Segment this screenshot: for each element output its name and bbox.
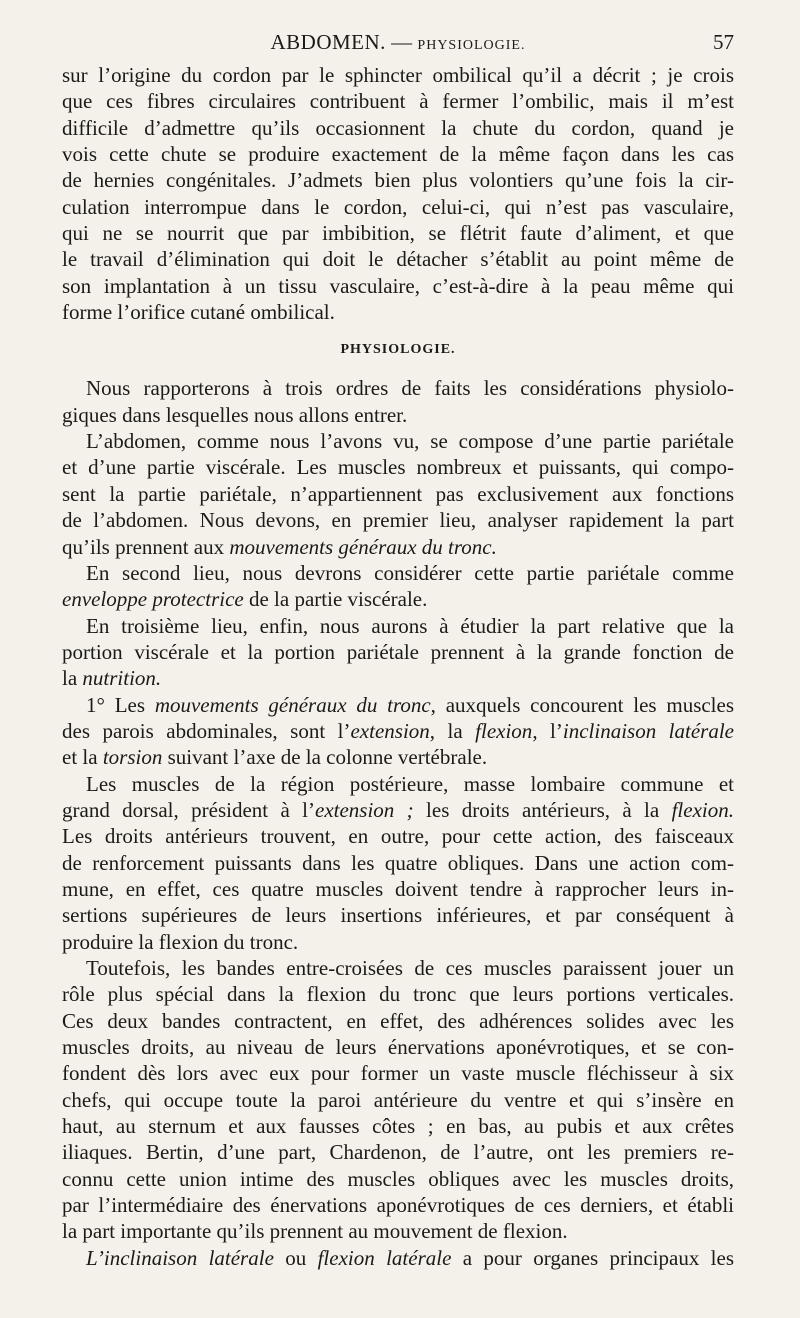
text-span: 1° Les: [86, 692, 155, 717]
text-line: [62, 718, 734, 744]
text-span: qu’ils prennent aux: [62, 534, 230, 559]
text-line: Nous rapporterons à trois ordres de faits les considérations physiolo-: [86, 376, 734, 401]
text-line: giques dans lesquelles nous allons entrer.: [62, 402, 408, 427]
header-subtitle: PHYSIOLOGIE.: [417, 38, 526, 53]
text-line: qui ne se nourrit que par imbibition, se flétrit faute d’aliment, et que: [62, 221, 734, 246]
text-line: Les droits antérieurs trouvent, en outre, pour cette action, des faisceaux: [62, 824, 734, 849]
text-line: [62, 692, 734, 718]
text-line: muscles droits, au niveau de leurs énervations aponévrotiques, et se con-: [62, 1035, 734, 1060]
emphasis-text: enveloppe protectrice: [62, 587, 244, 612]
text-line: Toutefois, les bandes entre-croisées de ces muscles paraissent jouer un: [86, 956, 734, 980]
text-span: , l’: [532, 718, 563, 743]
emphasis-text: extension: [350, 718, 430, 743]
text-line: le travail d’élimination qui doit le détacher s’établit au point même de: [62, 247, 734, 272]
page-body: [62, 62, 734, 1271]
header-title: ABDOMEN.: [270, 30, 386, 54]
emphasis-text: mouvements généraux du tronc: [154, 692, 431, 717]
text-line: culation interrompue dans le cordon, celui-ci, qui n’est pas vasculaire,: [62, 194, 734, 219]
text-line: [62, 534, 734, 560]
emphasis-text: extension ;: [315, 797, 414, 822]
text-span: les droits antérieurs, à la: [413, 797, 672, 822]
text-line: sur l’origine du cordon par le sphincter ombilical qu’il a décrit ; je crois: [62, 63, 734, 87]
text-line: En second lieu, nous devrons considérer cette partie pariétale comme: [86, 560, 734, 585]
emphasis-text: inclinaison latérale: [562, 718, 734, 743]
header-dash: —: [391, 30, 413, 54]
text-line: que ces fibres circulaires contribuent à fermer l’ombilic, mais il m’est: [62, 89, 734, 114]
text-line: difficile d’admettre qu’ils occasionnent la chute du cordon, quand je: [62, 115, 734, 140]
text-span: de la partie viscérale.: [243, 587, 428, 612]
text-line: sent la partie pariétale, n’appartiennent pas exclusivement aux fonctions: [62, 481, 734, 506]
emphasis-text: torsion: [102, 745, 163, 770]
text-line: produire la flexion du tronc.: [62, 929, 299, 954]
text-span: , auxquels concourent les muscles: [430, 692, 734, 717]
text-line: de renforcement puissants dans les quatre obliques. Dans une action com-: [62, 850, 734, 875]
text-line: Ces deux bandes contractent, en effet, des adhérences solides avec les: [62, 1008, 734, 1033]
text-line: chefs, qui occupe toute la paroi antérieure du ventre et qui s’insère en: [62, 1087, 734, 1112]
text-line: [62, 665, 734, 691]
emphasis-text: flexion.: [671, 797, 734, 822]
text-line: [62, 1245, 734, 1271]
text-line: rôle plus spécial dans la flexion du tronc que leurs portions verticales.: [62, 982, 734, 1007]
text-span: la: [62, 666, 83, 691]
text-line: fondent dès lors avec eux pour former un vaste muscle fléchisseur à six: [62, 1061, 734, 1086]
text-line: iliaques. Bertin, d’une part, Chardenon, de l’autre, ont les premiers re-: [62, 1140, 734, 1165]
text-line: [62, 797, 734, 823]
text-span: des parois abdominales, sont l’: [62, 718, 351, 743]
text-span: a pour organes principaux les: [451, 1245, 734, 1270]
text-line: [62, 744, 734, 770]
text-line: de hernies congénitales. J’admets bien plus volontiers qu’une fois la cir-: [62, 168, 734, 193]
text-line: et d’une partie viscérale. Les muscles nombreux et puissants, qui compo-: [62, 455, 734, 480]
text-line: forme l’orifice cutané ombilical.: [62, 300, 335, 325]
text-span: , la: [429, 718, 476, 743]
emphasis-text: flexion latérale: [317, 1245, 452, 1270]
emphasis-text: flexion: [475, 718, 533, 743]
emphasis-text: L’inclinaison latérale: [86, 1245, 274, 1270]
text-line: la part importante qu’ils prennent au mouvement de flexion.: [62, 1219, 568, 1244]
text-line: vois cette chute se produire exactement de la même façon dans les cas: [62, 142, 734, 167]
running-header: [62, 30, 734, 58]
text-line: par l’intermédiaire des énervations aponévrotiques de ces derniers, et établi: [62, 1193, 734, 1218]
text-line: L’abdomen, comme nous l’avons vu, se compose d’une partie pariétale: [86, 429, 734, 454]
text-line: mune, en effet, ces quatre muscles doivent tendre à rapprocher leurs in-: [62, 876, 734, 901]
text-line: [62, 586, 734, 612]
text-span: grand dorsal, président à l’: [62, 797, 315, 822]
text-span: et la: [62, 745, 103, 770]
page-number: 57: [713, 30, 734, 54]
section-heading: PHYSIOLOGIE.: [340, 342, 456, 358]
text-line: connu cette union intime des muscles obliques avec les muscles droits,: [62, 1166, 734, 1191]
text-span: suivant l’axe de la colonne vertébrale.: [162, 745, 488, 770]
emphasis-text: mouvements généraux du tronc.: [229, 534, 497, 559]
emphasis-text: nutrition.: [82, 666, 162, 691]
text-line: haut, au sternum et aux fausses côtes ; en bas, au pubis et aux crêtes: [62, 1114, 734, 1139]
text-span: ou: [273, 1245, 318, 1270]
text-line: sertions supérieures de leurs insertions inférieures, et par conséquent à: [62, 903, 734, 928]
text-line: portion viscérale et la portion pariétale prennent à la grande fonction de: [62, 639, 734, 664]
text-line: Les muscles de la région postérieure, masse lombaire commune et: [86, 771, 734, 796]
text-line: En troisième lieu, enfin, nous aurons à étudier la part relative que la: [86, 613, 734, 638]
text-line: de l’abdomen. Nous devons, en premier lieu, analyser rapidement la part: [62, 508, 734, 533]
text-line: son implantation à un tissu vasculaire, c’est-à-dire à la peau même qui: [62, 273, 734, 298]
